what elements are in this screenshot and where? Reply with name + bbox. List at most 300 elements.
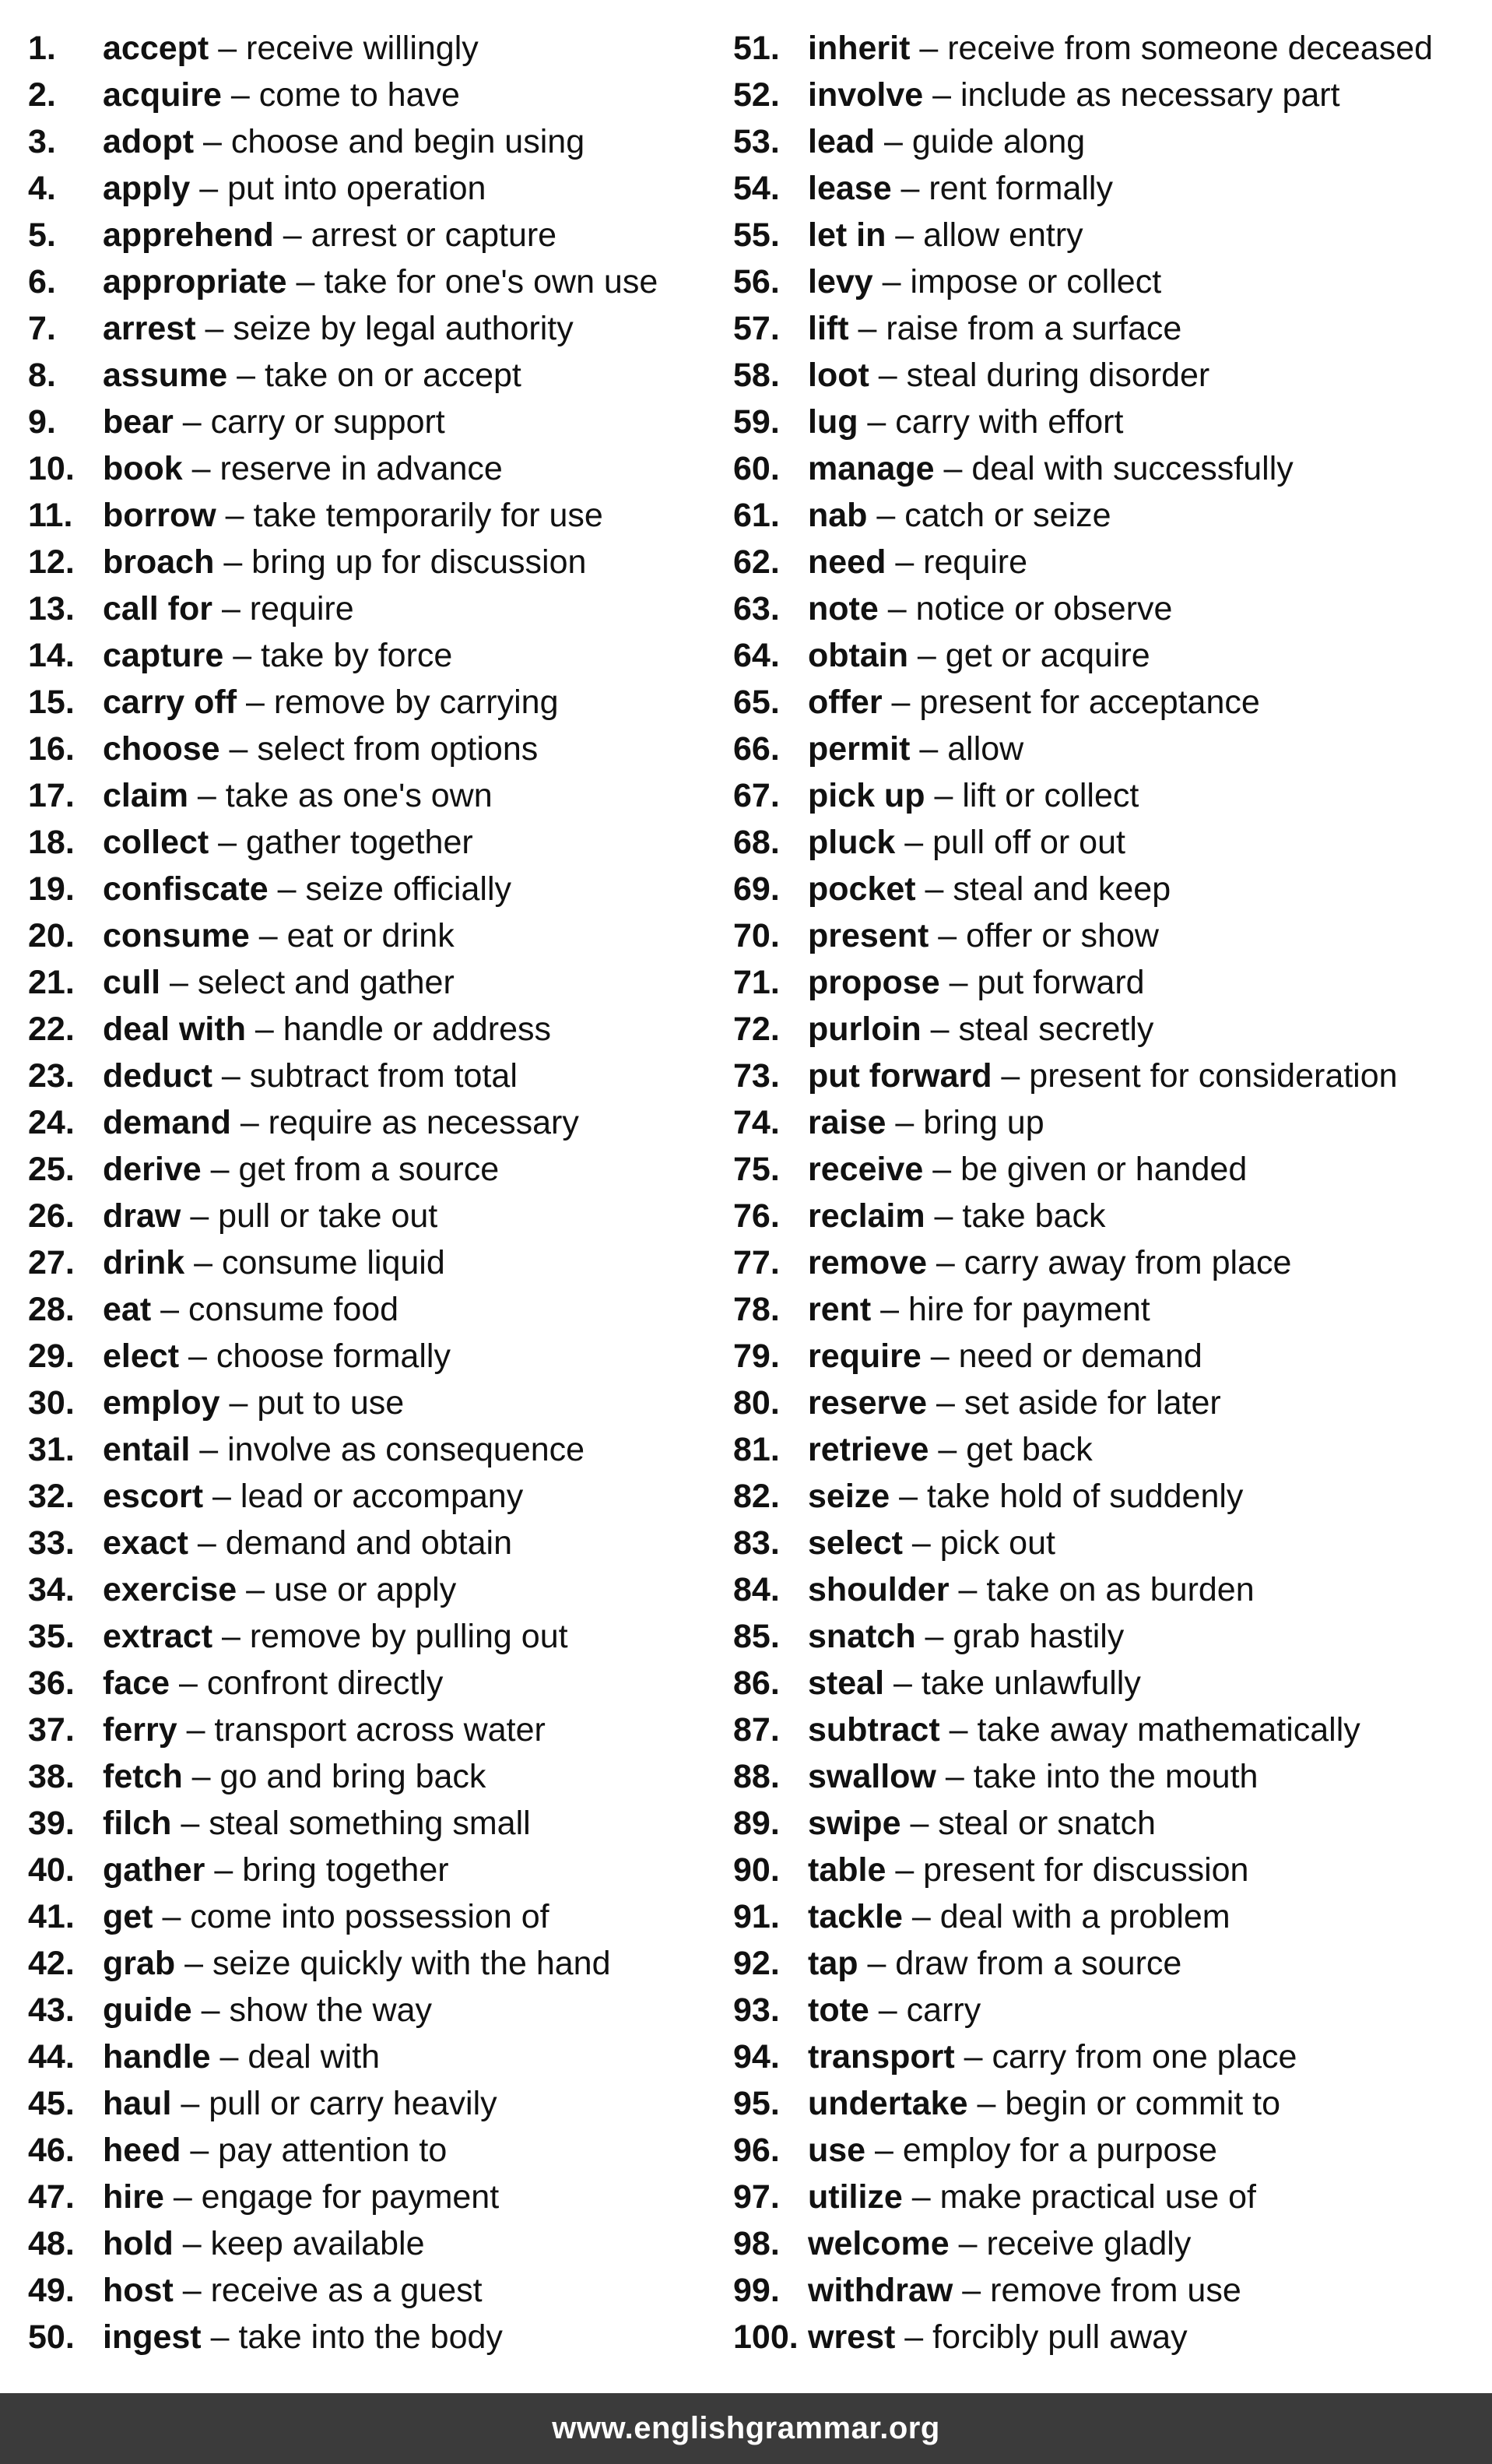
item-text xyxy=(808,959,1145,1006)
list-item xyxy=(733,2220,1480,2267)
item-word: filch xyxy=(103,1805,172,1842)
item-word: offer xyxy=(808,684,883,721)
list-item xyxy=(733,2314,1480,2360)
list-item xyxy=(733,1847,1480,1893)
item-word: withdraw xyxy=(808,2272,953,2309)
list-item xyxy=(28,1566,721,1613)
item-number: 67. xyxy=(733,777,780,814)
item-text xyxy=(103,399,445,445)
item-word: tote xyxy=(808,1991,869,2029)
list-item xyxy=(733,726,1480,772)
item-number: 5. xyxy=(28,216,56,254)
item-number: 53. xyxy=(733,123,780,160)
item-text xyxy=(103,1707,546,1753)
item-text xyxy=(103,445,503,492)
item-number: 2. xyxy=(28,76,56,114)
list-item xyxy=(733,1660,1480,1707)
item-number: 3. xyxy=(28,123,56,160)
item-definition: – notice or observe xyxy=(878,590,1173,627)
item-definition: – take on as burden xyxy=(949,1571,1255,1608)
item-text xyxy=(808,1893,1230,1940)
item-definition: – get back xyxy=(929,1431,1093,1468)
item-text xyxy=(103,2174,499,2220)
item-definition: – present for discussion xyxy=(886,1851,1249,1889)
item-number: 15. xyxy=(28,684,75,721)
item-word: pick up xyxy=(808,777,925,814)
item-definition: – take into the body xyxy=(201,2318,503,2356)
item-text xyxy=(808,1940,1181,1987)
item-number: 27. xyxy=(28,1244,75,1281)
item-text xyxy=(808,492,1111,539)
item-word: haul xyxy=(103,2085,172,2122)
list-item xyxy=(733,1380,1480,1426)
list-item xyxy=(28,726,721,772)
item-word: call for xyxy=(103,590,212,627)
item-definition: – put forward xyxy=(939,964,1145,1001)
item-text xyxy=(103,1099,579,1146)
list-item xyxy=(733,305,1480,352)
item-number: 100. xyxy=(733,2318,799,2356)
item-definition: – handle or address xyxy=(245,1011,552,1048)
item-definition: – raise from a surface xyxy=(848,310,1182,347)
item-word: capture xyxy=(103,637,224,674)
item-number: 50. xyxy=(28,2318,75,2356)
item-number: 14. xyxy=(28,637,75,674)
item-definition: – steal or snatch xyxy=(900,1805,1156,1842)
item-number: 22. xyxy=(28,1011,75,1048)
list-item xyxy=(733,1987,1480,2033)
item-number: 91. xyxy=(733,1898,780,1935)
item-definition: – consume food xyxy=(151,1291,399,1328)
item-number: 89. xyxy=(733,1805,780,1842)
list-item xyxy=(28,2080,721,2127)
item-word: assume xyxy=(103,357,228,394)
item-definition: – come to have xyxy=(221,76,460,114)
item-number: 97. xyxy=(733,2178,780,2216)
item-text xyxy=(103,539,586,585)
item-number: 62. xyxy=(733,543,780,581)
item-definition: – choose and begin using xyxy=(194,123,585,160)
item-number: 83. xyxy=(733,1524,780,1562)
item-definition: – keep available xyxy=(173,2225,425,2262)
item-text xyxy=(808,1099,1044,1146)
item-number: 51. xyxy=(733,30,780,67)
list-item xyxy=(28,445,721,492)
list-item xyxy=(28,1707,721,1753)
item-definition: – show the way xyxy=(191,1991,432,2029)
list-item xyxy=(28,866,721,912)
item-number: 48. xyxy=(28,2225,75,2262)
item-word: lug xyxy=(808,403,858,441)
list-item xyxy=(28,1473,721,1520)
list-item xyxy=(28,1987,721,2033)
item-word: adopt xyxy=(103,123,195,160)
list-item xyxy=(733,2267,1480,2314)
item-definition: – use or apply xyxy=(237,1571,457,1608)
item-text xyxy=(808,2220,1191,2267)
left-column xyxy=(28,25,721,2360)
item-word: receive xyxy=(808,1151,924,1188)
list-item xyxy=(733,1566,1480,1613)
item-word: select xyxy=(808,1524,903,1562)
list-item xyxy=(28,352,721,399)
item-word: manage xyxy=(808,450,935,487)
item-text xyxy=(808,2127,1217,2174)
list-item xyxy=(733,1239,1480,1286)
item-number: 80. xyxy=(733,1384,780,1422)
item-number: 20. xyxy=(28,917,75,954)
item-text xyxy=(103,492,603,539)
item-number: 81. xyxy=(733,1431,780,1468)
item-definition: – remove by carrying xyxy=(237,684,559,721)
item-word: lease xyxy=(808,170,892,207)
item-definition: – catch or seize xyxy=(867,497,1111,534)
item-word: eat xyxy=(103,1291,152,1328)
list-item xyxy=(733,1193,1480,1239)
item-word: ingest xyxy=(103,2318,202,2356)
item-text xyxy=(808,399,1123,445)
item-number: 78. xyxy=(733,1291,780,1328)
item-text xyxy=(808,632,1150,679)
item-word: reserve xyxy=(808,1384,928,1422)
item-word: exercise xyxy=(103,1571,237,1608)
item-word: reclaim xyxy=(808,1197,925,1235)
item-text xyxy=(808,72,1340,118)
item-definition: – pull or carry heavily xyxy=(171,2085,497,2122)
website-link[interactable]: www.englishgrammar.org xyxy=(552,2411,940,2445)
item-word: snatch xyxy=(808,1618,916,1655)
item-number: 35. xyxy=(28,1618,75,1655)
list-item xyxy=(733,1286,1480,1333)
item-word: deduct xyxy=(103,1057,212,1095)
item-number: 65. xyxy=(733,684,780,721)
item-definition: – pull off or out xyxy=(895,824,1125,861)
item-number: 34. xyxy=(28,1571,75,1608)
item-number: 64. xyxy=(733,637,780,674)
item-word: claim xyxy=(103,777,188,814)
list-item xyxy=(733,399,1480,445)
list-item xyxy=(28,959,721,1006)
item-definition: – be given or handed xyxy=(923,1151,1248,1188)
item-word: raise xyxy=(808,1104,886,1141)
item-number: 92. xyxy=(733,1945,780,1982)
list-item xyxy=(733,2174,1480,2220)
item-word: table xyxy=(808,1851,886,1889)
item-number: 66. xyxy=(733,730,780,768)
item-text xyxy=(103,1613,568,1660)
list-item xyxy=(28,2033,721,2080)
item-text xyxy=(808,1193,1105,1239)
item-definition: – bring up xyxy=(886,1104,1044,1141)
item-definition: – present for acceptance xyxy=(882,684,1260,721)
item-number: 16. xyxy=(28,730,75,768)
item-text xyxy=(103,819,473,866)
list-item xyxy=(28,679,721,726)
item-text xyxy=(808,1053,1398,1099)
item-text xyxy=(808,2267,1241,2314)
item-definition: – remove by pulling out xyxy=(212,1618,568,1655)
item-number: 25. xyxy=(28,1151,75,1188)
item-number: 18. xyxy=(28,824,75,861)
item-word: collect xyxy=(103,824,209,861)
item-word: acquire xyxy=(103,76,222,114)
item-word: ferry xyxy=(103,1711,177,1749)
item-word: consume xyxy=(103,917,250,954)
item-text xyxy=(808,1566,1255,1613)
item-definition: – include as necessary part xyxy=(923,76,1340,114)
item-definition: – deal with a problem xyxy=(902,1898,1230,1935)
item-word: swipe xyxy=(808,1805,901,1842)
item-definition: – guide along xyxy=(875,123,1086,160)
item-definition: – carry from one place xyxy=(954,2038,1297,2076)
item-text xyxy=(103,866,511,912)
item-word: lift xyxy=(808,310,849,347)
list-item xyxy=(733,1473,1480,1520)
item-word: carry off xyxy=(103,684,237,721)
item-text xyxy=(103,1753,486,1800)
item-word: handle xyxy=(103,2038,211,2076)
list-item xyxy=(28,165,721,212)
item-number: 82. xyxy=(733,1478,780,1515)
item-number: 46. xyxy=(28,2132,75,2169)
item-text xyxy=(103,352,521,399)
item-number: 77. xyxy=(733,1244,780,1281)
item-definition: – bring up for discussion xyxy=(214,543,587,581)
item-text xyxy=(808,1520,1055,1566)
item-word: derive xyxy=(103,1151,202,1188)
item-definition: – carry or support xyxy=(173,403,445,441)
item-definition: – forcibly pull away xyxy=(895,2318,1188,2356)
item-word: obtain xyxy=(808,637,908,674)
item-word: hire xyxy=(103,2178,164,2216)
item-word: steal xyxy=(808,1664,885,1702)
item-definition: – go and bring back xyxy=(182,1758,486,1795)
item-word: put forward xyxy=(808,1057,992,1095)
item-word: pluck xyxy=(808,824,896,861)
item-word: arrest xyxy=(103,310,196,347)
item-text xyxy=(103,726,538,772)
item-number: 71. xyxy=(733,964,780,1001)
item-word: demand xyxy=(103,1104,231,1141)
item-number: 68. xyxy=(733,824,780,861)
item-word: use xyxy=(808,2132,866,2169)
item-word: wrest xyxy=(808,2318,896,2356)
list-item xyxy=(28,1333,721,1380)
list-item xyxy=(733,1146,1480,1193)
item-text xyxy=(103,165,486,212)
item-word: deal with xyxy=(103,1011,246,1048)
item-word: grab xyxy=(103,1945,176,1982)
item-definition: – take for one's own use xyxy=(286,263,658,301)
item-number: 63. xyxy=(733,590,780,627)
item-definition: – get or acquire xyxy=(907,637,1150,674)
item-definition: – confront directly xyxy=(170,1664,444,1702)
item-definition: – receive willingly xyxy=(209,30,479,67)
item-text xyxy=(808,25,1433,72)
list-item xyxy=(733,1006,1480,1053)
item-number: 40. xyxy=(28,1851,75,1889)
list-item xyxy=(733,819,1480,866)
item-definition: – steal and keep xyxy=(915,870,1171,908)
item-definition: – take back xyxy=(925,1197,1106,1235)
item-number: 45. xyxy=(28,2085,75,2122)
list-item xyxy=(28,585,721,632)
item-number: 7. xyxy=(28,310,56,347)
item-word: borrow xyxy=(103,497,216,534)
list-item xyxy=(733,1800,1480,1847)
item-number: 90. xyxy=(733,1851,780,1889)
item-definition: – subtract from total xyxy=(212,1057,518,1095)
item-definition: – require xyxy=(212,590,354,627)
item-word: propose xyxy=(808,964,940,1001)
item-word: present xyxy=(808,917,929,954)
item-number: 74. xyxy=(733,1104,780,1141)
right-column xyxy=(733,25,1480,2360)
list-item xyxy=(28,118,721,165)
list-item xyxy=(28,2127,721,2174)
item-text xyxy=(103,1520,512,1566)
item-definition: – allow xyxy=(910,730,1024,768)
item-number: 61. xyxy=(733,497,780,534)
item-text xyxy=(808,1239,1291,1286)
item-definition: – seize officially xyxy=(268,870,511,908)
item-text xyxy=(808,539,1027,585)
item-definition: – remove from use xyxy=(953,2272,1241,2309)
item-definition: – take temporarily for use xyxy=(216,497,603,534)
list-item xyxy=(28,1099,721,1146)
item-word: draw xyxy=(103,1197,181,1235)
item-number: 31. xyxy=(28,1431,75,1468)
list-item xyxy=(28,1753,721,1800)
item-number: 8. xyxy=(28,357,56,394)
list-item xyxy=(28,912,721,959)
item-text xyxy=(103,25,479,72)
list-item xyxy=(733,679,1480,726)
item-definition: – steal something small xyxy=(171,1805,531,1842)
item-definition: – demand and obtain xyxy=(188,1524,512,1562)
item-definition: – allow entry xyxy=(886,216,1083,254)
list-item xyxy=(28,305,721,352)
item-number: 33. xyxy=(28,1524,75,1562)
item-word: permit xyxy=(808,730,911,768)
item-definition: – begin or commit to xyxy=(967,2085,1281,2122)
item-word: book xyxy=(103,450,183,487)
item-word: pocket xyxy=(808,870,916,908)
item-word: choose xyxy=(103,730,220,768)
item-number: 23. xyxy=(28,1057,75,1095)
list-item xyxy=(733,352,1480,399)
item-word: inherit xyxy=(808,30,911,67)
item-definition: – impose or collect xyxy=(872,263,1162,301)
item-word: face xyxy=(103,1664,170,1702)
item-text xyxy=(808,1286,1150,1333)
item-word: exact xyxy=(103,1524,188,1562)
item-word: levy xyxy=(808,263,873,301)
item-text xyxy=(808,726,1023,772)
item-number: 41. xyxy=(28,1898,75,1935)
item-number: 44. xyxy=(28,2038,75,2076)
item-text xyxy=(808,1800,1156,1847)
item-number: 98. xyxy=(733,2225,780,2262)
item-number: 9. xyxy=(28,403,56,441)
item-definition: – reserve in advance xyxy=(182,450,503,487)
list-item xyxy=(733,632,1480,679)
item-word: utilize xyxy=(808,2178,903,2216)
list-item xyxy=(733,1753,1480,1800)
item-definition: – lead or accompany xyxy=(203,1478,524,1515)
item-number: 11. xyxy=(28,497,73,534)
item-word: welcome xyxy=(808,2225,950,2262)
item-definition: – need or demand xyxy=(921,1337,1202,1375)
item-text xyxy=(103,72,460,118)
item-text xyxy=(103,1193,437,1239)
item-number: 30. xyxy=(28,1384,75,1422)
list-item xyxy=(28,1893,721,1940)
item-definition: – come into possession of xyxy=(153,1898,549,1935)
item-word: seize xyxy=(808,1478,890,1515)
item-definition: – employ for a purpose xyxy=(865,2132,1217,2169)
list-item xyxy=(733,1099,1480,1146)
item-number: 43. xyxy=(28,1991,75,2029)
item-number: 85. xyxy=(733,1618,780,1655)
item-definition: – put into operation xyxy=(190,170,486,207)
item-definition: – require as necessary xyxy=(230,1104,579,1141)
list-item xyxy=(733,912,1480,959)
list-item xyxy=(28,1847,721,1893)
item-text xyxy=(808,1660,1141,1707)
item-definition: – carry xyxy=(869,1991,981,2029)
item-word: confiscate xyxy=(103,870,269,908)
list-item xyxy=(28,212,721,258)
item-number: 10. xyxy=(28,450,75,487)
item-number: 99. xyxy=(733,2272,780,2309)
item-definition: – select and gather xyxy=(160,964,455,1001)
item-text xyxy=(103,1847,449,1893)
item-definition: – seize quickly with the hand xyxy=(175,1945,611,1982)
list-item xyxy=(28,632,721,679)
item-number: 56. xyxy=(733,263,780,301)
item-text xyxy=(808,165,1113,212)
item-word: subtract xyxy=(808,1711,940,1749)
item-word: bear xyxy=(103,403,174,441)
list-item xyxy=(733,165,1480,212)
item-text xyxy=(103,632,452,679)
item-number: 49. xyxy=(28,2272,75,2309)
list-item xyxy=(733,1893,1480,1940)
item-word: lead xyxy=(808,123,876,160)
list-item xyxy=(28,2220,721,2267)
item-word: undertake xyxy=(808,2085,968,2122)
list-item xyxy=(733,585,1480,632)
item-word: retrieve xyxy=(808,1431,929,1468)
item-word: appropriate xyxy=(103,263,287,301)
item-number: 60. xyxy=(733,450,780,487)
item-word: cull xyxy=(103,964,161,1001)
list-item xyxy=(28,1613,721,1660)
item-text xyxy=(103,1146,499,1193)
item-number: 76. xyxy=(733,1197,780,1235)
list-item xyxy=(733,2080,1480,2127)
item-number: 54. xyxy=(733,170,780,207)
item-word: require xyxy=(808,1337,922,1375)
list-item xyxy=(733,25,1480,72)
item-definition: – engage for payment xyxy=(163,2178,500,2216)
item-text xyxy=(808,2080,1280,2127)
list-item xyxy=(733,1707,1480,1753)
item-text xyxy=(808,1146,1247,1193)
item-definition: – take away mathematically xyxy=(939,1711,1360,1749)
item-word: tap xyxy=(808,1945,858,1982)
